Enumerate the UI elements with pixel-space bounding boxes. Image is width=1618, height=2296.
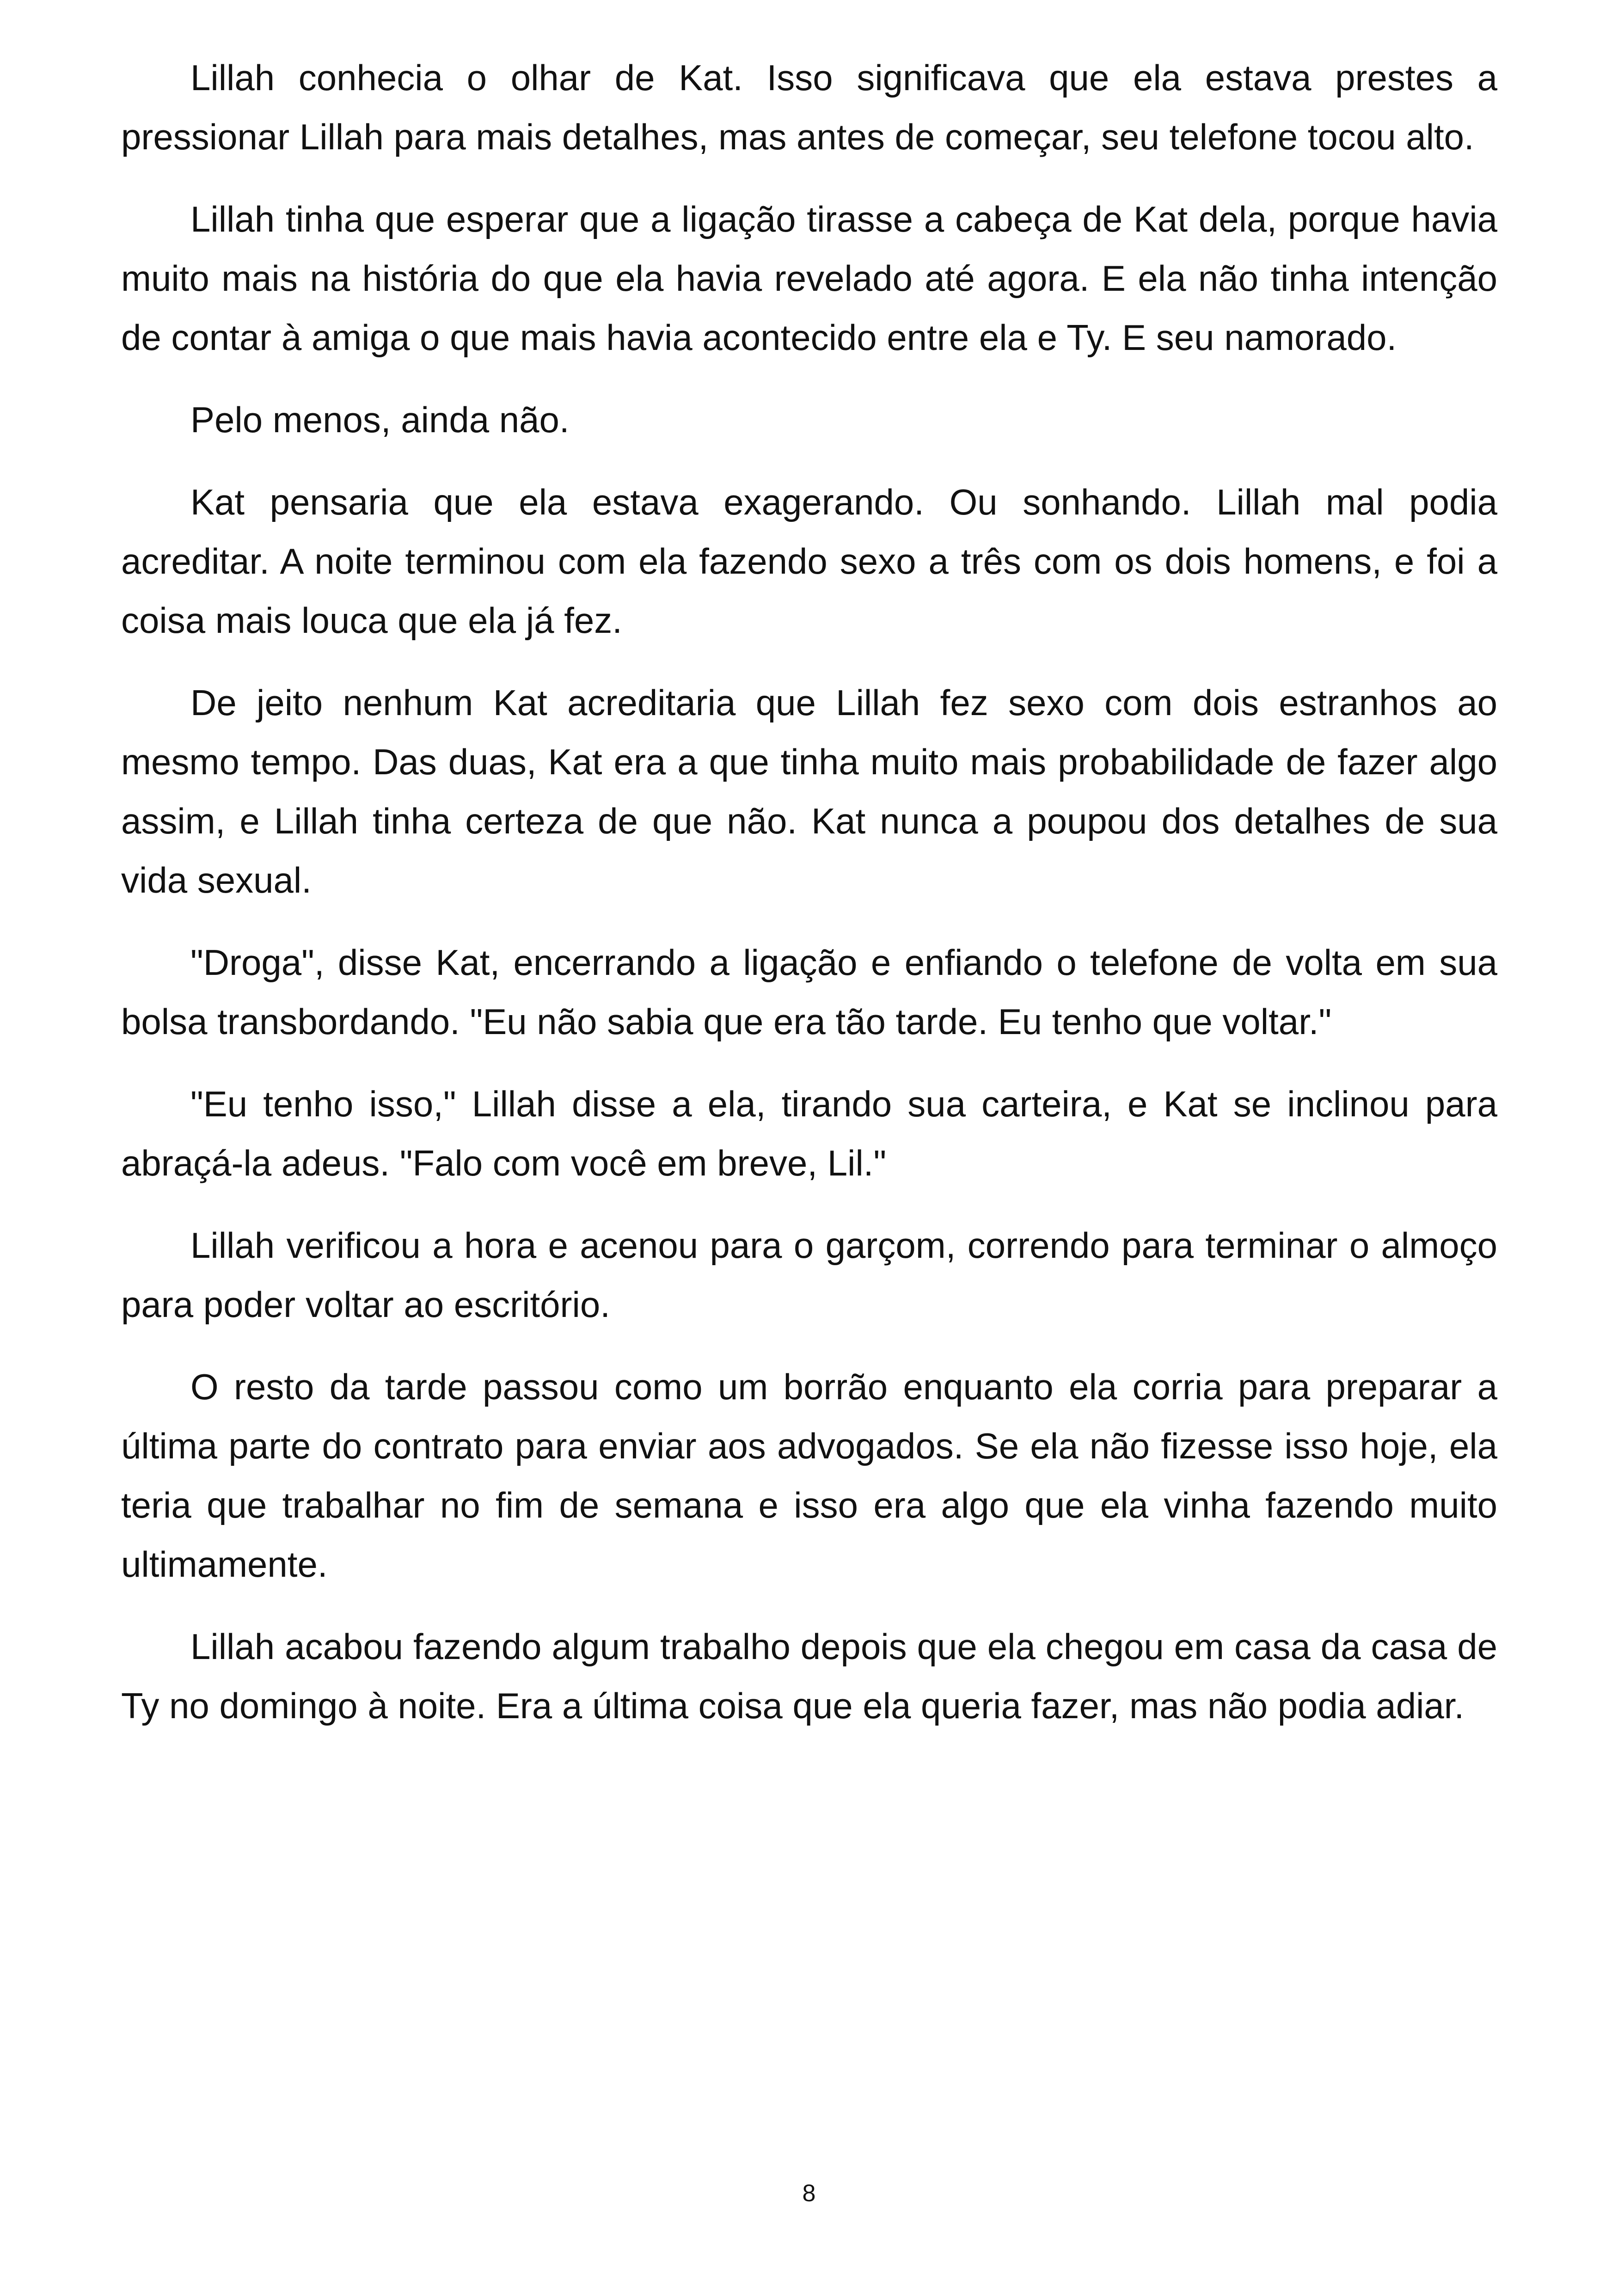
paragraph: De jeito nenhum Kat acreditaria que Lillah fez sexo com dois estranhos ao mesmo tempo. Das duas, Kat era a que tinha muito mais probabilidade de fazer algo assim, e Lillah tinha certeza de que não. Kat nunca a poupou dos detalhes de sua vida sexual. <box>121 682 1497 900</box>
paragraph: "Eu tenho isso," Lillah disse a ela, tirando sua carteira, e Kat se inclinou para abraçá-la adeus. "Falo com você em breve, Lil." <box>121 1084 1497 1183</box>
paragraph: Kat pensaria que ela estava exagerando. Ou sonhando. Lillah mal podia acreditar. A noite terminou com ela fazendo sexo a três com os dois homens, e foi a coisa mais louca que ela já fez. <box>121 482 1497 641</box>
paragraph: Pelo menos, ainda não. <box>190 399 570 440</box>
paragraph: "Droga", disse Kat, encerrando a ligação e enfiando o telefone de volta em sua bolsa transbordando. "Eu não sabia que era tão tarde. Eu tenho que voltar." <box>121 942 1497 1042</box>
paragraph: Lillah verificou a hora e acenou para o garçom, correndo para terminar o almoço para poder voltar ao escritório. <box>121 1225 1497 1325</box>
page-number: 8 <box>802 2180 816 2207</box>
paragraph: Lillah conhecia o olhar de Kat. Isso significava que ela estava prestes a pressionar Lillah para mais detalhes, mas antes de começar, seu telefone tocou alto. <box>121 57 1497 157</box>
paragraph: O resto da tarde passou como um borrão enquanto ela corria para preparar a última parte do contrato para enviar aos advogados. Se ela não fizesse isso hoje, ela teria que trabalhar no fim de semana e isso era algo que ela vinha fazendo muito ultimamente. <box>121 1366 1497 1585</box>
page-body <box>121 48 1497 1758</box>
paragraph: Lillah acabou fazendo algum trabalho depois que ela chegou em casa da casa de Ty no domingo à noite. Era a última coisa que ela queria fazer, mas não podia adiar. <box>121 1626 1497 1726</box>
paragraph: Lillah tinha que esperar que a ligação tirasse a cabeça de Kat dela, porque havia muito mais na história do que ela havia revelado até agora. E ela não tinha intenção de contar à amiga o que mais havia acontecido entre ela e Ty. E seu namorado. <box>121 199 1497 358</box>
